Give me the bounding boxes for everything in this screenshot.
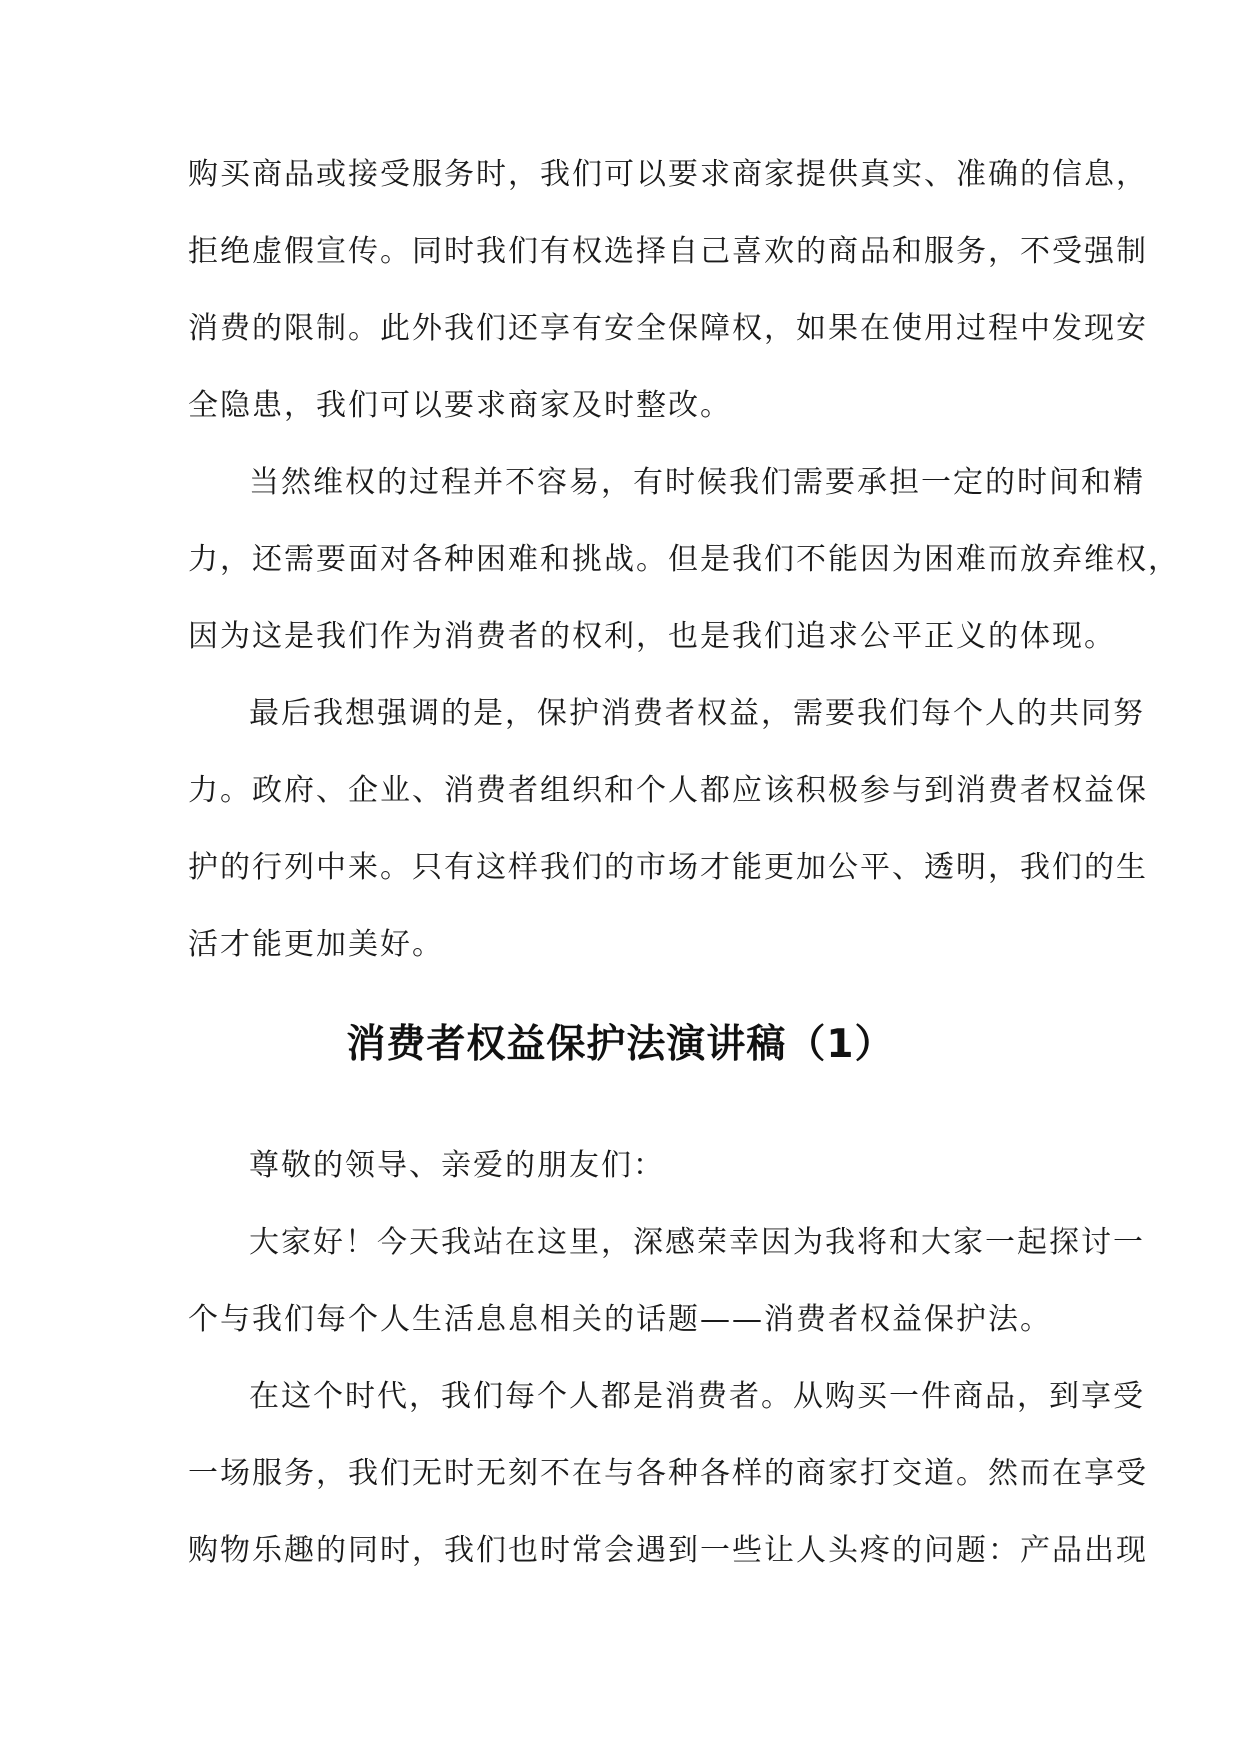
text-line: 一场服务，我们无时无刻不在与各种各样的商家打交道。然而在享受 xyxy=(188,1456,1148,1491)
body-text-bottom xyxy=(188,1127,1148,1589)
text-line: 购买商品或接受服务时，我们可以要求商家提供真实、准确的信息， xyxy=(188,157,1148,192)
text-line: 拒绝虚假宣传。同时我们有权选择自己喜欢的商品和服务，不受强制 xyxy=(188,234,1148,269)
text-line: 大家好！今天我站在这里，深感荣幸因为我将和大家一起探讨一 xyxy=(249,1225,1145,1260)
text-line: 购物乐趣的同时，我们也时常会遇到一些让人头疼的问题：产品出现 xyxy=(188,1533,1148,1568)
text-line: 力。政府、企业、消费者组织和个人都应该积极参与到消费者权益保 xyxy=(188,773,1148,808)
text-line: 力，还需要面对各种困难和挑战。但是我们不能因为困难而放弃维权， xyxy=(188,542,1180,577)
text-line: 尊敬的领导、亲爱的朋友们： xyxy=(249,1148,665,1183)
text-line: 当然维权的过程并不容易，有时候我们需要承担一定的时间和精 xyxy=(249,465,1145,500)
text-line: 在这个时代，我们每个人都是消费者。从购买一件商品，到享受 xyxy=(249,1379,1145,1414)
text-line: 最后我想强调的是，保护消费者权益，需要我们每个人的共同努 xyxy=(249,696,1145,731)
text-line: 活才能更加美好。 xyxy=(188,927,444,962)
text-line: 消费的限制。此外我们还享有安全保障权，如果在使用过程中发现安 xyxy=(188,311,1148,346)
text-line: 因为这是我们作为消费者的权利，也是我们追求公平正义的体现。 xyxy=(188,619,1116,654)
text-line: 全隐患，我们可以要求商家及时整改。 xyxy=(188,388,732,423)
text-line: 护的行列中来。只有这样我们的市场才能更加公平、透明，我们的生 xyxy=(188,850,1148,885)
body-text-top xyxy=(188,136,1180,983)
section-title: 消费者权益保护法演讲稿（1） xyxy=(346,1022,895,1067)
text-line: 个与我们每个人生活息息相关的话题——消费者权益保护法。 xyxy=(188,1302,1052,1337)
